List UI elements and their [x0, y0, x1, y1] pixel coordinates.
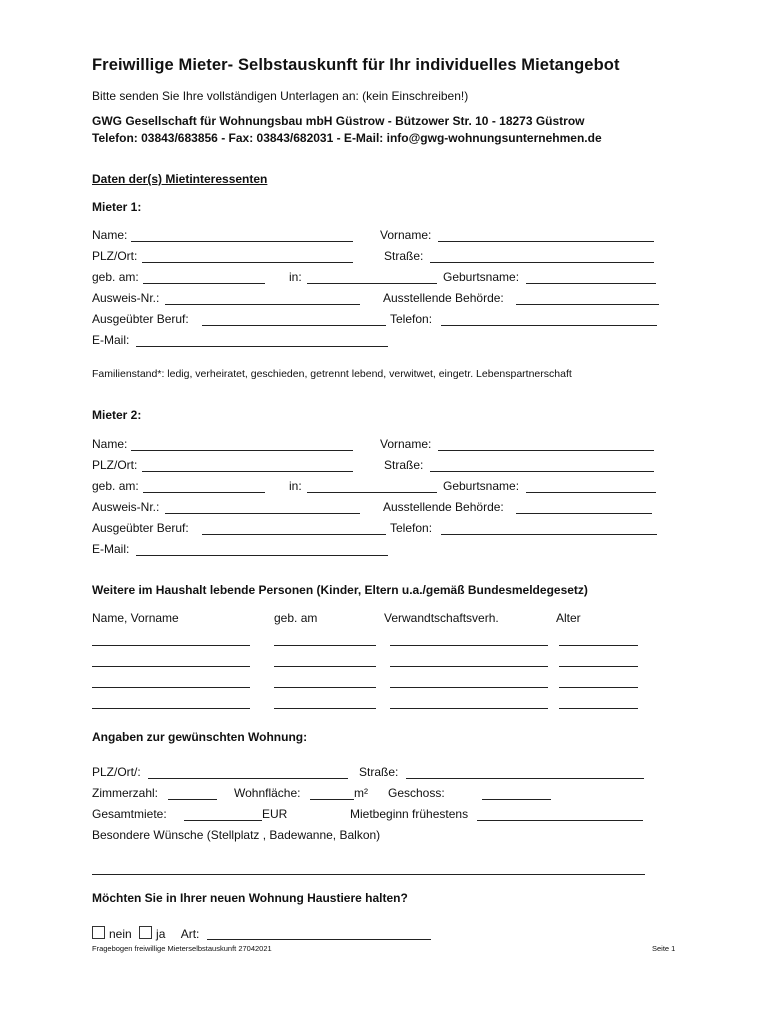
tenant2-beruf-field[interactable] — [202, 534, 386, 535]
household-heading: Weitere im Haushalt lebende Personen (Kinder, Eltern u.a./gemäß Bundesmeldegesetz) — [92, 583, 588, 597]
apartment-wohnflaeche-label: Wohnfläche: — [234, 786, 301, 800]
apartment-eur-unit: EUR — [262, 807, 288, 821]
intro-text: Bitte senden Sie Ihre vollständigen Unterlagen an: (kein Einschreiben!) — [92, 89, 469, 103]
apartment-m2-unit: m² — [354, 786, 368, 800]
tenant1-email-field[interactable] — [136, 346, 388, 347]
tenant2-plz-label: PLZ/Ort: — [92, 458, 138, 472]
pets-nein-checkbox[interactable] — [92, 926, 105, 939]
pets-ja-checkbox[interactable] — [139, 926, 152, 939]
tenant2-plz-field[interactable] — [142, 471, 353, 472]
household-col-name: Name, Vorname — [92, 611, 179, 625]
tenant1-name-label: Name: — [92, 228, 128, 242]
tenant1-heading: Mieter 1: — [92, 200, 142, 214]
household-name-field[interactable] — [92, 645, 250, 646]
apartment-geschoss-field[interactable] — [482, 799, 551, 800]
tenant1-in-label: in: — [289, 270, 302, 284]
household-age-field[interactable] — [559, 666, 638, 667]
tenant1-vorname-label: Vorname: — [380, 228, 432, 242]
apartment-mietbeginn-field[interactable] — [477, 820, 643, 821]
household-age-field[interactable] — [559, 708, 638, 709]
tenant1-ausweis-field[interactable] — [165, 304, 360, 305]
household-relation-field[interactable] — [390, 687, 548, 688]
apartment-plz-field[interactable] — [148, 778, 348, 779]
apartment-gesamtmiete-label: Gesamtmiete: — [92, 807, 167, 821]
apartment-plz-label: PLZ/Ort/: — [92, 765, 141, 779]
household-name-field[interactable] — [92, 687, 250, 688]
apartment-geschoss-label: Geschoss: — [388, 786, 445, 800]
household-col-relation: Verwandtschaftsverh. — [384, 611, 499, 625]
tenant1-beruf-field[interactable] — [202, 325, 386, 326]
household-geb-field[interactable] — [274, 708, 376, 709]
tenant1-behoerde-label: Ausstellende Behörde: — [383, 291, 504, 305]
apartment-strasse-label: Straße: — [359, 765, 399, 779]
tenant2-telefon-label: Telefon: — [390, 521, 433, 535]
household-relation-field[interactable] — [390, 708, 548, 709]
household-relation-field[interactable] — [390, 666, 548, 667]
household-geb-field[interactable] — [274, 666, 376, 667]
household-age-field[interactable] — [559, 687, 638, 688]
tenant1-strasse-field[interactable] — [430, 262, 654, 263]
household-name-field[interactable] — [92, 666, 250, 667]
footer-page-number: Seite 1 — [652, 944, 676, 953]
tenant2-name-field[interactable] — [131, 450, 353, 451]
tenant1-strasse-label: Straße: — [384, 249, 424, 263]
tenant1-plz-field[interactable] — [142, 262, 353, 263]
household-age-field[interactable] — [559, 645, 638, 646]
tenant2-geburtsname-label: Geburtsname: — [443, 479, 520, 493]
tenant2-in-label: in: — [289, 479, 302, 493]
tenant2-geb-field[interactable] — [143, 492, 265, 493]
tenant1-telefon-label: Telefon: — [390, 312, 433, 326]
tenant2-email-label: E-Mail: — [92, 542, 130, 556]
apartment-wuensche-field[interactable] — [92, 874, 645, 875]
household-col-age: Alter — [556, 611, 581, 625]
tenant1-vorname-field[interactable] — [438, 241, 654, 242]
tenant2-strasse-field[interactable] — [430, 471, 654, 472]
tenant2-geburtsname-field[interactable] — [526, 492, 656, 493]
tenant2-telefon-field[interactable] — [441, 534, 657, 535]
tenant2-heading: Mieter 2: — [92, 408, 142, 422]
company-address: GWG Gesellschaft für Wohnungsbau mbH Güstrow - Bützower Str. 10 - 18273 Güstrow — [92, 114, 585, 128]
apartment-heading: Angaben zur gewünschten Wohnung: — [92, 730, 308, 744]
tenant1-ausweis-label: Ausweis-Nr.: — [92, 291, 160, 305]
tenant2-beruf-label: Ausgeübter Beruf: — [92, 521, 189, 535]
tenant2-ausweis-label: Ausweis-Nr.: — [92, 500, 160, 514]
tenant1-geb-field[interactable] — [143, 283, 265, 284]
tenant2-strasse-label: Straße: — [384, 458, 424, 472]
tenant1-telefon-field[interactable] — [441, 325, 657, 326]
apartment-zimmer-field[interactable] — [168, 799, 217, 800]
apartment-wuensche-label: Besondere Wünsche (Stellplatz , Badewanne, Balkon) — [92, 828, 381, 842]
tenant2-geb-label: geb. am: — [92, 479, 139, 493]
tenant1-beruf-label: Ausgeübter Beruf: — [92, 312, 189, 326]
tenant2-in-field[interactable] — [307, 492, 437, 493]
household-relation-field[interactable] — [390, 645, 548, 646]
tenant2-vorname-label: Vorname: — [380, 437, 432, 451]
pets-question: Möchten Sie in Ihrer neuen Wohnung Haustiere halten? — [92, 891, 408, 905]
company-contact: Telefon: 03843/683856 - Fax: 03843/682031 - E-Mail: info@gwg-wohnungsunternehmen.de — [92, 131, 602, 145]
tenant1-name-field[interactable] — [131, 241, 353, 242]
tenant2-email-field[interactable] — [136, 555, 388, 556]
household-geb-field[interactable] — [274, 687, 376, 688]
tenant2-ausweis-field[interactable] — [165, 513, 360, 514]
apartment-wohnflaeche-field[interactable] — [310, 799, 354, 800]
tenant2-vorname-field[interactable] — [438, 450, 654, 451]
page-title: Freiwillige Mieter- Selbstauskunft für Ihr individuelles Mietangebot — [92, 56, 620, 74]
tenant1-in-field[interactable] — [307, 283, 437, 284]
household-name-field[interactable] — [92, 708, 250, 709]
apartment-strasse-field[interactable] — [406, 778, 644, 779]
pets-art-field[interactable] — [207, 939, 431, 940]
tenant1-email-label: E-Mail: — [92, 333, 130, 347]
apartment-gesamtmiete-field[interactable] — [184, 820, 262, 821]
household-geb-field[interactable] — [274, 645, 376, 646]
pets-options — [92, 926, 199, 941]
section-tenants-heading: Daten der(s) Mietinteressenten — [92, 172, 268, 186]
apartment-mietbeginn-label: Mietbeginn frühestens — [350, 807, 469, 821]
familienstand-note: Familienstand*: ledig, verheiratet, geschieden, getrennt lebend, verwitwet, eingetr. Lebenspartnerschaft — [92, 368, 572, 380]
tenant1-behoerde-field[interactable] — [516, 304, 659, 305]
footer-form-id: Fragebogen freiwillige Mieterselbstauskunft 27042021 — [92, 944, 272, 953]
apartment-zimmer-label: Zimmerzahl: — [92, 786, 159, 800]
tenant1-plz-label: PLZ/Ort: — [92, 249, 138, 263]
tenant1-geb-label: geb. am: — [92, 270, 139, 284]
pets-ja-label: ja — [156, 927, 166, 941]
tenant2-name-label: Name: — [92, 437, 128, 451]
pets-art-label: Art: — [180, 927, 200, 941]
tenant2-behoerde-field[interactable] — [516, 513, 652, 514]
tenant1-geburtsname-field[interactable] — [526, 283, 656, 284]
tenant1-geburtsname-label: Geburtsname: — [443, 270, 520, 284]
pets-nein-label: nein — [109, 927, 132, 941]
tenant2-behoerde-label: Ausstellende Behörde: — [383, 500, 504, 514]
household-col-geb: geb. am — [274, 611, 318, 625]
